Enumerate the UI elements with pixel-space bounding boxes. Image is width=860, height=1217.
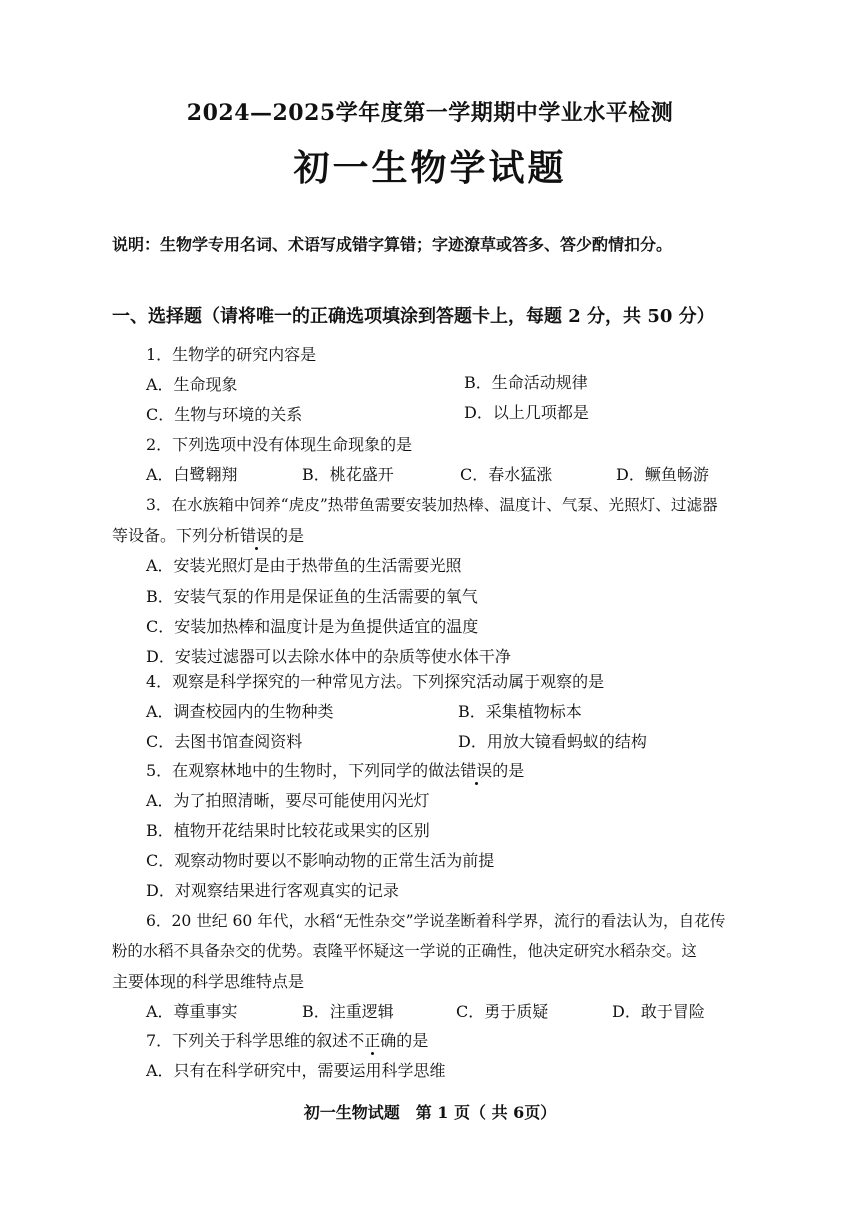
- question-1-stem: 1．生物学的研究内容是: [146, 345, 317, 364]
- question-4-option-c: C．去图书馆查阅资料: [146, 732, 303, 751]
- question-3-option-c: C．安装加热棒和温度计是为鱼提供适宜的温度: [146, 617, 479, 636]
- question-3-stem-text: 等设备。下列分析: [112, 526, 241, 545]
- emphasis-mark: 错误: [240, 526, 273, 545]
- question-7-stem-text: 7．下列关于科学思维的叙述: [146, 1031, 349, 1050]
- question-1-option-a: A．生命现象: [146, 375, 238, 394]
- question-6-option-b: B．注重逻辑: [302, 1002, 394, 1021]
- question-6-option-d: D．敢于冒险: [612, 1002, 705, 1021]
- question-5-stem: [146, 758, 524, 781]
- question-5-stem-text: 5．在观察林地中的生物时，下列同学的做法: [146, 761, 461, 780]
- question-3-option-b: B．安装气泵的作用是保证鱼的生活需要的氧气: [146, 587, 478, 606]
- question-6-option-c: C．勇于质疑: [456, 1002, 549, 1021]
- question-5-option-c: C．观察动物时要以不影响动物的正常生活为前提: [146, 851, 495, 870]
- question-2-stem: 2．下列选项中没有体现生命现象的是: [146, 435, 413, 454]
- question-4-option-d: D．用放大镜看蚂蚁的结构: [458, 732, 647, 751]
- question-6-option-a: A．尊重事实: [146, 1002, 238, 1021]
- question-7-stem: [146, 1028, 428, 1051]
- question-3-option-d: D．安装过滤器可以去除水体中的杂质等使水体干净: [146, 647, 511, 666]
- question-4-option-a: A．调查校园内的生物种类: [146, 702, 334, 721]
- emphasis-mark: 不正确: [348, 1031, 397, 1050]
- question-1-option-b: B．生命活动规律: [464, 373, 588, 392]
- instructions: 说明：生物学专用名词、术语写成错字算错；字迹潦草或答多、答少酌情扣分。: [112, 235, 673, 254]
- question-2-option-a: A．白鹭翱翔: [146, 465, 238, 484]
- question-2-option-b: B．桃花盛开: [302, 465, 394, 484]
- question-1-option-c: C．生物与环境的关系: [146, 405, 303, 424]
- question-4-stem: 4．观察是科学探究的一种常见方法。下列探究活动属于观察的是: [146, 672, 605, 691]
- exam-subtitle: 2024—2025学年度第一学期期中学业水平检测: [186, 100, 674, 126]
- question-2-option-c: C．春水猛涨: [460, 465, 553, 484]
- question-5-option-d: D．对观察结果进行客观真实的记录: [146, 881, 399, 900]
- question-3-stem-line-2: [112, 523, 304, 546]
- question-6-stem-line-1: 6．20 世纪 60 年代，水稻“无性杂交”学说垄断着科学界，流行的看法认为，自花传: [146, 912, 726, 930]
- question-5-option-a: A．为了拍照清晰，要尽可能使用闪光灯: [146, 791, 430, 810]
- question-2-option-d: D．鳜鱼畅游: [616, 465, 709, 484]
- question-1-option-d: D．以上几项都是: [464, 403, 589, 422]
- question-7-stem-text: 的是: [396, 1031, 429, 1050]
- exam-title: 初一生物学试题: [293, 147, 567, 189]
- question-3-stem-text: 的是: [272, 526, 305, 545]
- question-5-option-b: B．植物开花结果时比较花或果实的区别: [146, 821, 430, 840]
- question-3-option-a: A．安装光照灯是由于热带鱼的生活需要光照: [146, 556, 462, 575]
- question-5-stem-text: 的是: [492, 761, 525, 780]
- question-6-stem-line-3: 主要体现的科学思维特点是: [112, 972, 305, 991]
- question-7-option-a: A．只有在科学研究中，需要运用科学思维: [146, 1061, 446, 1080]
- page-footer: 初一生物试题 第 1 页（ 共 6页）: [303, 1103, 557, 1122]
- section-heading: 一、选择题（请将唯一的正确选项填涂到答题卡上，每题 2 分，共 50 分）: [112, 306, 715, 327]
- question-6-stem-line-2: 粉的水稻不具备杂交的优势。袁隆平怀疑这一学说的正确性，他决定研究水稻杂交。这: [112, 942, 697, 960]
- question-3-stem-line-1: 3．在水族箱中饲养“虎皮”热带鱼需要安装加热棒、温度计、气泵、光照灯、过滤器: [146, 496, 718, 514]
- question-4-option-b: B．采集植物标本: [458, 702, 582, 721]
- emphasis-mark: 错误: [460, 761, 493, 780]
